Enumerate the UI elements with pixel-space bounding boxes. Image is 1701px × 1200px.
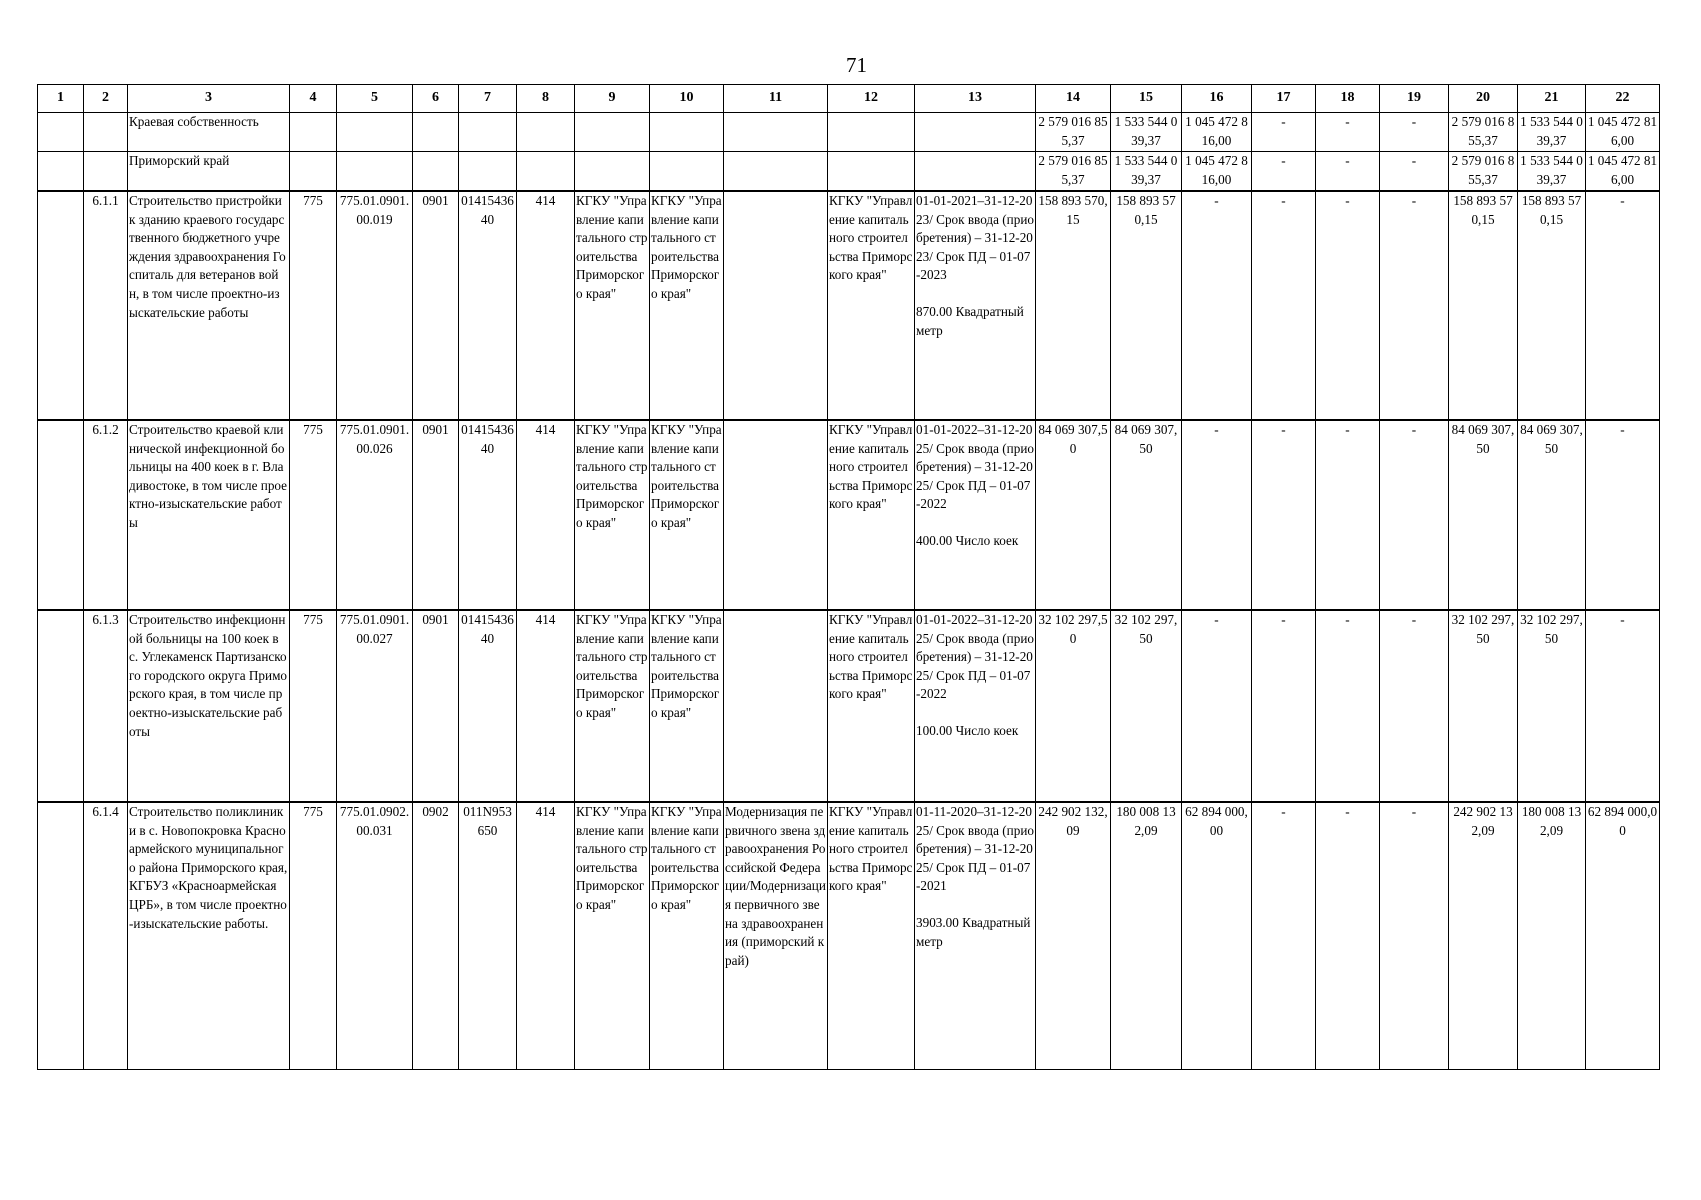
col-header-12: 12 bbox=[828, 85, 915, 113]
cell-amount-year2: 1 045 472 816,00 bbox=[1182, 113, 1252, 152]
table-row bbox=[38, 802, 1660, 1070]
col-header-1: 1 bbox=[38, 85, 84, 113]
cell-expense-type bbox=[517, 152, 575, 192]
cell-section: 0902 bbox=[413, 802, 459, 1070]
col-header-8: 8 bbox=[517, 85, 575, 113]
cell-grbs: 775 bbox=[290, 610, 337, 802]
cell-recipient: КГКУ "Управление капитального строительства Приморского края" bbox=[828, 610, 915, 802]
col-header-18: 18 bbox=[1316, 85, 1380, 113]
cell-recipient bbox=[828, 113, 915, 152]
col-header-10: 10 bbox=[650, 85, 724, 113]
cell-grbs bbox=[290, 152, 337, 192]
cell-col18: - bbox=[1316, 152, 1380, 192]
cell-limit-year1: 1 533 544 039,37 bbox=[1518, 152, 1586, 192]
row-title: Строительство пристройки к зданию краевого государственного бюджетного учреждения здравоохранения Госпиталь для ветеранов войн, в том числе проектно-изыскательские работы bbox=[128, 191, 290, 420]
terms-dates: 01-01-2022–31-12-2025/ Срок ввода (приобретения) – 31-12-2025/ Срок ПД – 01-07-2022 bbox=[916, 422, 1034, 512]
table-row bbox=[38, 191, 1660, 420]
col-header-21: 21 bbox=[1518, 85, 1586, 113]
table-row bbox=[38, 152, 1660, 192]
cell-project bbox=[724, 113, 828, 152]
cell-amount-total: 158 893 570,15 bbox=[1036, 191, 1111, 420]
cell-amount-year2: - bbox=[1182, 420, 1252, 610]
cell-limit-year1: 84 069 307,50 bbox=[1518, 420, 1586, 610]
cell-section bbox=[413, 113, 459, 152]
row-order bbox=[38, 113, 84, 152]
cell-terms bbox=[915, 420, 1036, 610]
terms-capacity: 3903.00 Квадратный метр bbox=[916, 914, 1031, 949]
cell-customer: КГКУ "Управление капитального строительства Приморского края" bbox=[575, 191, 650, 420]
cell-target: 0141543640 bbox=[459, 191, 517, 420]
cell-project bbox=[724, 420, 828, 610]
cell-col17: - bbox=[1252, 420, 1316, 610]
cell-object-code: 775.01.0902.00.031 bbox=[337, 802, 413, 1070]
col-header-6: 6 bbox=[413, 85, 459, 113]
col-header-5: 5 bbox=[337, 85, 413, 113]
row-code bbox=[84, 113, 128, 152]
cell-amount-year1: 32 102 297,50 bbox=[1111, 610, 1182, 802]
cell-section: 0901 bbox=[413, 610, 459, 802]
cell-developer: КГКУ "Управление капитального строительства Приморского края" bbox=[650, 610, 724, 802]
cell-customer: КГКУ "Управление капитального строительства Приморского края" bbox=[575, 802, 650, 1070]
cell-col19: - bbox=[1380, 610, 1449, 802]
col-header-22: 22 bbox=[1586, 85, 1660, 113]
col-header-15: 15 bbox=[1111, 85, 1182, 113]
header-row bbox=[38, 85, 1660, 113]
cell-limit-total: 32 102 297,50 bbox=[1449, 610, 1518, 802]
col-header-19: 19 bbox=[1380, 85, 1449, 113]
cell-col18: - bbox=[1316, 802, 1380, 1070]
row-code: 6.1.1 bbox=[84, 191, 128, 420]
cell-recipient: КГКУ "Управление капитального строительства Приморского края" bbox=[828, 191, 915, 420]
cell-amount-year1: 1 533 544 039,37 bbox=[1111, 152, 1182, 192]
cell-recipient: КГКУ "Управление капитального строительства Приморского края" bbox=[828, 420, 915, 610]
col-header-11: 11 bbox=[724, 85, 828, 113]
cell-amount-year1: 1 533 544 039,37 bbox=[1111, 113, 1182, 152]
cell-amount-total: 32 102 297,50 bbox=[1036, 610, 1111, 802]
cell-recipient bbox=[828, 152, 915, 192]
cell-limit-year1: 1 533 544 039,37 bbox=[1518, 113, 1586, 152]
cell-developer bbox=[650, 152, 724, 192]
col-header-2: 2 bbox=[84, 85, 128, 113]
terms-capacity: 870.00 Квадратный метр bbox=[916, 303, 1024, 338]
cell-col18: - bbox=[1316, 191, 1380, 420]
cell-object-code: 775.01.0901.00.019 bbox=[337, 191, 413, 420]
cell-expense-type: 414 bbox=[517, 610, 575, 802]
cell-limit-year2: - bbox=[1586, 420, 1660, 610]
col-header-9: 9 bbox=[575, 85, 650, 113]
cell-col19: - bbox=[1380, 113, 1449, 152]
cell-object-code: 775.01.0901.00.027 bbox=[337, 610, 413, 802]
row-title: Строительство поликлиники в с. Новопокровка Красноармейского муниципального района Приморского края, КГБУЗ «Красноармейская ЦРБ», в том числе проектно-изыскательские работы. bbox=[128, 802, 290, 1070]
cell-terms bbox=[915, 191, 1036, 420]
cell-customer bbox=[575, 152, 650, 192]
cell-col17: - bbox=[1252, 802, 1316, 1070]
col-header-7: 7 bbox=[459, 85, 517, 113]
cell-expense-type: 414 bbox=[517, 191, 575, 420]
cell-amount-year2: 62 894 000,00 bbox=[1182, 802, 1252, 1070]
budget-table bbox=[37, 84, 1660, 1070]
cell-project bbox=[724, 152, 828, 192]
col-header-3: 3 bbox=[128, 85, 290, 113]
cell-amount-year1: 158 893 570,15 bbox=[1111, 191, 1182, 420]
cell-limit-year2: 1 045 472 816,00 bbox=[1586, 113, 1660, 152]
cell-developer bbox=[650, 113, 724, 152]
row-code: 6.1.2 bbox=[84, 420, 128, 610]
cell-customer: КГКУ "Управление капитального строительства Приморского края" bbox=[575, 420, 650, 610]
cell-target: 0141543640 bbox=[459, 420, 517, 610]
cell-col19: - bbox=[1380, 802, 1449, 1070]
cell-grbs: 775 bbox=[290, 802, 337, 1070]
cell-col17: - bbox=[1252, 191, 1316, 420]
cell-developer: КГКУ "Управление капитального строительства Приморского края" bbox=[650, 802, 724, 1070]
cell-col18: - bbox=[1316, 420, 1380, 610]
row-title: Приморский край bbox=[128, 152, 290, 192]
cell-customer bbox=[575, 113, 650, 152]
cell-col17: - bbox=[1252, 152, 1316, 192]
cell-terms bbox=[915, 802, 1036, 1070]
cell-terms bbox=[915, 152, 1036, 192]
cell-project bbox=[724, 191, 828, 420]
cell-grbs: 775 bbox=[290, 191, 337, 420]
cell-limit-year2: - bbox=[1586, 191, 1660, 420]
cell-terms bbox=[915, 113, 1036, 152]
cell-recipient: КГКУ "Управление капитального строительства Приморского края" bbox=[828, 802, 915, 1070]
cell-developer: КГКУ "Управление капитального строительства Приморского края" bbox=[650, 191, 724, 420]
cell-limit-year2: 62 894 000,00 bbox=[1586, 802, 1660, 1070]
cell-amount-total: 2 579 016 855,37 bbox=[1036, 113, 1111, 152]
cell-customer: КГКУ "Управление капитального строительства Приморского края" bbox=[575, 610, 650, 802]
row-title: Строительство краевой клинической инфекционной больницы на 400 коек в г. Владивостоке, в том числе проектно-изыскательские работы bbox=[128, 420, 290, 610]
cell-limit-total: 84 069 307,50 bbox=[1449, 420, 1518, 610]
cell-target: 011N953650 bbox=[459, 802, 517, 1070]
cell-target bbox=[459, 113, 517, 152]
terms-capacity: 100.00 Число коек bbox=[916, 722, 1019, 738]
col-header-16: 16 bbox=[1182, 85, 1252, 113]
cell-limit-year1: 32 102 297,50 bbox=[1518, 610, 1586, 802]
table-row bbox=[38, 420, 1660, 610]
cell-section bbox=[413, 152, 459, 192]
cell-col18: - bbox=[1316, 113, 1380, 152]
row-title: Краевая собственность bbox=[128, 113, 290, 152]
cell-grbs bbox=[290, 113, 337, 152]
cell-grbs: 775 bbox=[290, 420, 337, 610]
cell-section: 0901 bbox=[413, 420, 459, 610]
row-code: 6.1.4 bbox=[84, 802, 128, 1070]
cell-object-code bbox=[337, 152, 413, 192]
col-header-4: 4 bbox=[290, 85, 337, 113]
cell-terms bbox=[915, 610, 1036, 802]
cell-limit-year1: 180 008 132,09 bbox=[1518, 802, 1586, 1070]
cell-limit-year2: 1 045 472 816,00 bbox=[1586, 152, 1660, 192]
terms-dates: 01-01-2021–31-12-2023/ Срок ввода (приобретения) – 31-12-2023/ Срок ПД – 01-07-2023 bbox=[916, 193, 1034, 283]
row-order bbox=[38, 420, 84, 610]
col-header-13: 13 bbox=[915, 85, 1036, 113]
cell-amount-year1: 180 008 132,09 bbox=[1111, 802, 1182, 1070]
row-code bbox=[84, 152, 128, 192]
cell-amount-year2: 1 045 472 816,00 bbox=[1182, 152, 1252, 192]
cell-amount-total: 84 069 307,50 bbox=[1036, 420, 1111, 610]
col-header-14: 14 bbox=[1036, 85, 1111, 113]
cell-limit-year2: - bbox=[1586, 610, 1660, 802]
cell-limit-total: 242 902 132,09 bbox=[1449, 802, 1518, 1070]
cell-col19: - bbox=[1380, 420, 1449, 610]
cell-limit-total: 158 893 570,15 bbox=[1449, 191, 1518, 420]
cell-limit-total: 2 579 016 855,37 bbox=[1449, 113, 1518, 152]
cell-col17: - bbox=[1252, 610, 1316, 802]
row-order bbox=[38, 610, 84, 802]
terms-dates: 01-11-2020–31-12-2025/ Срок ввода (приобретения) – 31-12-2025/ Срок ПД – 01-07-2021 bbox=[916, 804, 1034, 894]
cell-amount-year2: - bbox=[1182, 191, 1252, 420]
cell-developer: КГКУ "Управление капитального строительства Приморского края" bbox=[650, 420, 724, 610]
cell-target bbox=[459, 152, 517, 192]
cell-amount-total: 2 579 016 855,37 bbox=[1036, 152, 1111, 192]
page-number: 71 bbox=[846, 53, 867, 77]
terms-dates: 01-01-2022–31-12-2025/ Срок ввода (приобретения) – 31-12-2025/ Срок ПД – 01-07-2022 bbox=[916, 612, 1034, 702]
table-row bbox=[38, 113, 1660, 152]
cell-object-code: 775.01.0901.00.026 bbox=[337, 420, 413, 610]
cell-project bbox=[724, 610, 828, 802]
cell-col18: - bbox=[1316, 610, 1380, 802]
cell-expense-type: 414 bbox=[517, 420, 575, 610]
cell-limit-year1: 158 893 570,15 bbox=[1518, 191, 1586, 420]
cell-expense-type bbox=[517, 113, 575, 152]
row-code: 6.1.3 bbox=[84, 610, 128, 802]
row-order bbox=[38, 152, 84, 192]
col-header-17: 17 bbox=[1252, 85, 1316, 113]
cell-expense-type: 414 bbox=[517, 802, 575, 1070]
cell-col17: - bbox=[1252, 113, 1316, 152]
col-header-20: 20 bbox=[1449, 85, 1518, 113]
terms-capacity: 400.00 Число коек bbox=[916, 532, 1019, 548]
cell-object-code bbox=[337, 113, 413, 152]
cell-amount-year1: 84 069 307,50 bbox=[1111, 420, 1182, 610]
row-title: Строительство инфекционной больницы на 100 коек в с. Углекаменск Партизанского городского округа Приморского края, в том числе проектно-изыскательские работы bbox=[128, 610, 290, 802]
cell-amount-year2: - bbox=[1182, 610, 1252, 802]
cell-section: 0901 bbox=[413, 191, 459, 420]
cell-col19: - bbox=[1380, 191, 1449, 420]
cell-target: 0141543640 bbox=[459, 610, 517, 802]
row-order bbox=[38, 191, 84, 420]
row-order bbox=[38, 802, 84, 1070]
cell-project: Модернизация первичного звена здравоохранения Российской Федерации/Модернизация первичного звена здравоохранения (приморский край) bbox=[724, 802, 828, 1070]
cell-limit-total: 2 579 016 855,37 bbox=[1449, 152, 1518, 192]
table-row bbox=[38, 610, 1660, 802]
cell-amount-total: 242 902 132,09 bbox=[1036, 802, 1111, 1070]
cell-col19: - bbox=[1380, 152, 1449, 192]
